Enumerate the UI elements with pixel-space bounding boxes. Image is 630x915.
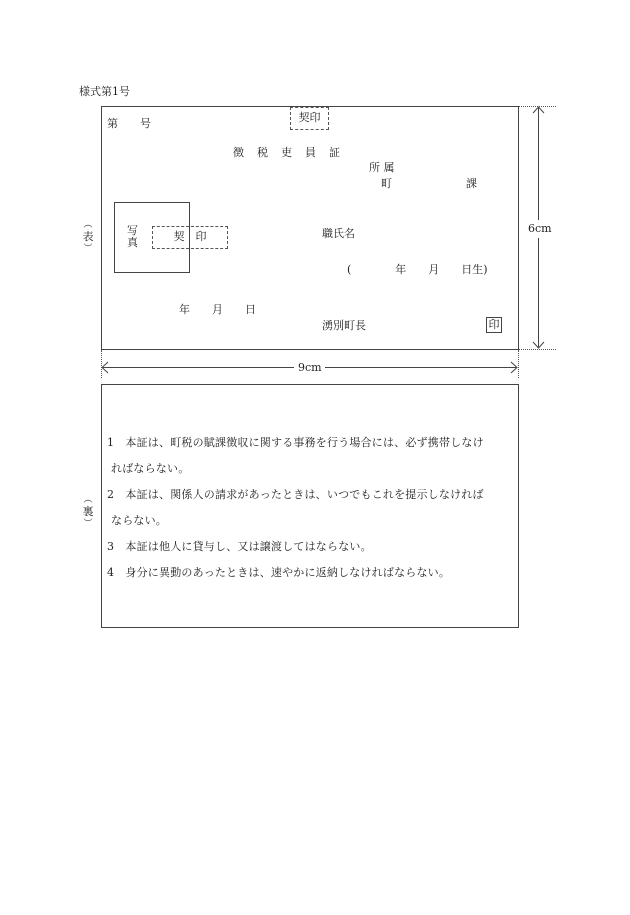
back-card (101, 384, 519, 628)
width-label: 9cm (298, 361, 322, 374)
photo-seal-text: 契 印 (173, 230, 207, 243)
back-side-label (81, 494, 95, 530)
issuer-label: 湧別町長 (322, 319, 366, 332)
back-side-text: 裏 (82, 505, 94, 518)
width-line-left (103, 367, 294, 368)
card-title: 徴 税 吏 員 証 (233, 146, 341, 159)
arrow-right-icon (510, 361, 518, 374)
note-line-4: ならない。 (111, 514, 167, 527)
number-label: 第 号 (107, 117, 151, 130)
paren-bottom: ︶ (83, 519, 93, 529)
note-line-2: ればならない。 (111, 462, 190, 475)
note-line-5: 3 本証は他人に貸与し、又は譲渡してはならない。 (107, 540, 372, 553)
height-line-bottom (538, 238, 539, 347)
dim-guide-bottom (519, 349, 556, 350)
front-side-label (81, 219, 95, 255)
paren-top: ︵ (83, 220, 93, 230)
note-line-3: 2 本証は、関係人の請求があったときは、いつでもこれを提示しなければ (107, 488, 484, 501)
arrow-down-icon (532, 341, 545, 349)
note-line-1: 1 本証は、町税の賦課徴収に関する事務を行う場合には、必ず携帯しなけ (107, 436, 484, 449)
height-label: 6cm (528, 222, 552, 235)
form-label: 様式第1号 (79, 85, 130, 98)
height-line-top (538, 108, 539, 220)
seal-text: 印 (488, 318, 500, 331)
birth-label: ( 年 月 日生) (347, 263, 488, 276)
date-label: 年 月 日 (179, 303, 256, 316)
arrow-up-icon (532, 106, 545, 114)
seal-box (486, 317, 502, 333)
name-label: 職氏名 (322, 227, 355, 240)
section-label: 課 (466, 177, 477, 190)
paren-top: ︵ (83, 495, 93, 505)
photo-label: 写 真 (127, 224, 138, 249)
width-line-right (325, 367, 516, 368)
seal-top (290, 107, 329, 130)
paren-bottom: ︶ (83, 244, 93, 254)
note-line-6: 4 身分に異動のあったときは、速やかに返納しなければならない。 (107, 566, 451, 579)
seal-top-text: 契印 (298, 111, 321, 124)
photo-seal (152, 226, 228, 249)
front-side-text: 表 (82, 230, 94, 243)
town-label: 町 (381, 177, 392, 190)
arrow-left-icon (101, 361, 109, 374)
width-guide-right (518, 350, 519, 378)
affiliation-label: 所 属 (369, 161, 395, 174)
